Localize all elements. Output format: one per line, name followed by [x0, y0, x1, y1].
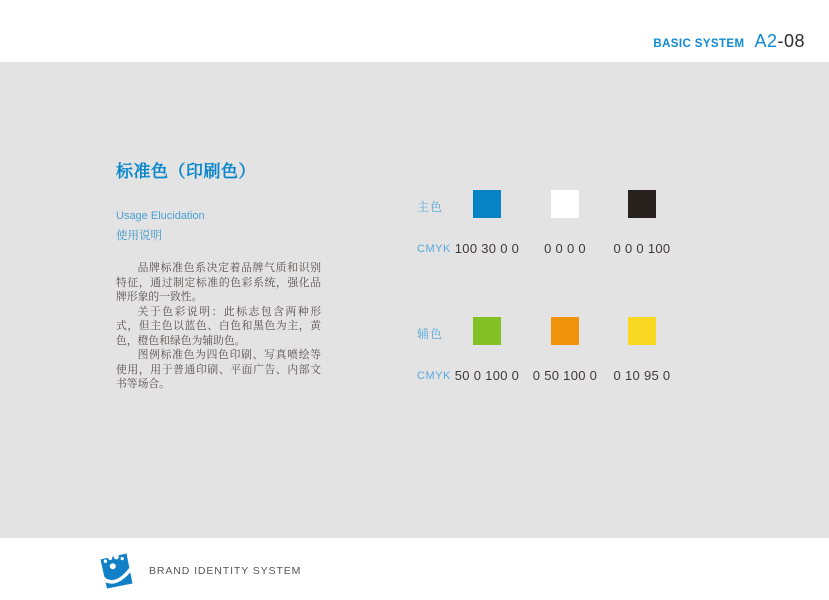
- cmyk-label: CMYK: [417, 243, 451, 255]
- logo-dot: [121, 557, 124, 560]
- cmyk-value-aux-orange: 0 50 100 0: [532, 368, 598, 383]
- logo-dot: [104, 560, 107, 563]
- color-swatch-primary-blue: [473, 190, 501, 218]
- cmyk-value-primary-black: 0 0 0 100: [613, 241, 671, 256]
- cmyk-row: [417, 368, 687, 384]
- color-swatch-aux-orange: [551, 317, 579, 345]
- usage-label-en: Usage Elucidation: [116, 210, 205, 222]
- color-swatch-primary-white: [551, 190, 579, 218]
- brand-logo-icon: [99, 553, 133, 589]
- usage-paragraph: 关于色彩说明：此标志包含两种形式，但主色以蓝色、白色和黑色为主，黄色，橙色和绿色为辅助色。: [116, 305, 321, 347]
- cmyk-row: [417, 241, 687, 257]
- cmyk-value-aux-yellow: 0 10 95 0: [613, 368, 671, 383]
- color-group-primary: [417, 190, 687, 260]
- color-group-auxiliary: [417, 317, 687, 387]
- cmyk-value-primary-white: 0 0 0 0: [544, 241, 586, 256]
- logo-dot: [110, 563, 116, 569]
- usage-label-zh: 使用说明: [116, 230, 162, 242]
- color-group-label: 辅色: [417, 327, 444, 341]
- usage-description: [116, 261, 321, 392]
- cmyk-label: CMYK: [417, 370, 451, 382]
- footer-brand-text: BRAND IDENTITY SYSTEM: [149, 565, 302, 577]
- cmyk-value-primary-blue: 100 30 0 0: [454, 241, 520, 256]
- logo-dot: [108, 556, 112, 560]
- header-section-label: BASIC SYSTEM: [653, 38, 745, 50]
- usage-paragraph: 图例标准色为四色印刷、写真喷绘等使用，用于普通印刷、平面广告、内部文书等场合。: [116, 349, 321, 390]
- page-title: 标准色（印刷色）: [116, 162, 256, 181]
- color-swatch-primary-black: [628, 190, 656, 218]
- color-swatch-aux-yellow: [628, 317, 656, 345]
- usage-paragraph: 品牌标准色系决定着品牌气质和识别特征，通过制定标准的色彩系统，强化品牌形象的一致性。: [116, 262, 321, 303]
- color-swatch-aux-green: [473, 317, 501, 345]
- cmyk-value-aux-green: 50 0 100 0: [454, 368, 520, 383]
- color-group-label: 主色: [417, 200, 444, 214]
- header-code-prefix: A2: [754, 31, 778, 51]
- logo-dot: [114, 554, 119, 559]
- header-page-code: [653, 31, 805, 52]
- header-code-suffix: -08: [777, 31, 805, 51]
